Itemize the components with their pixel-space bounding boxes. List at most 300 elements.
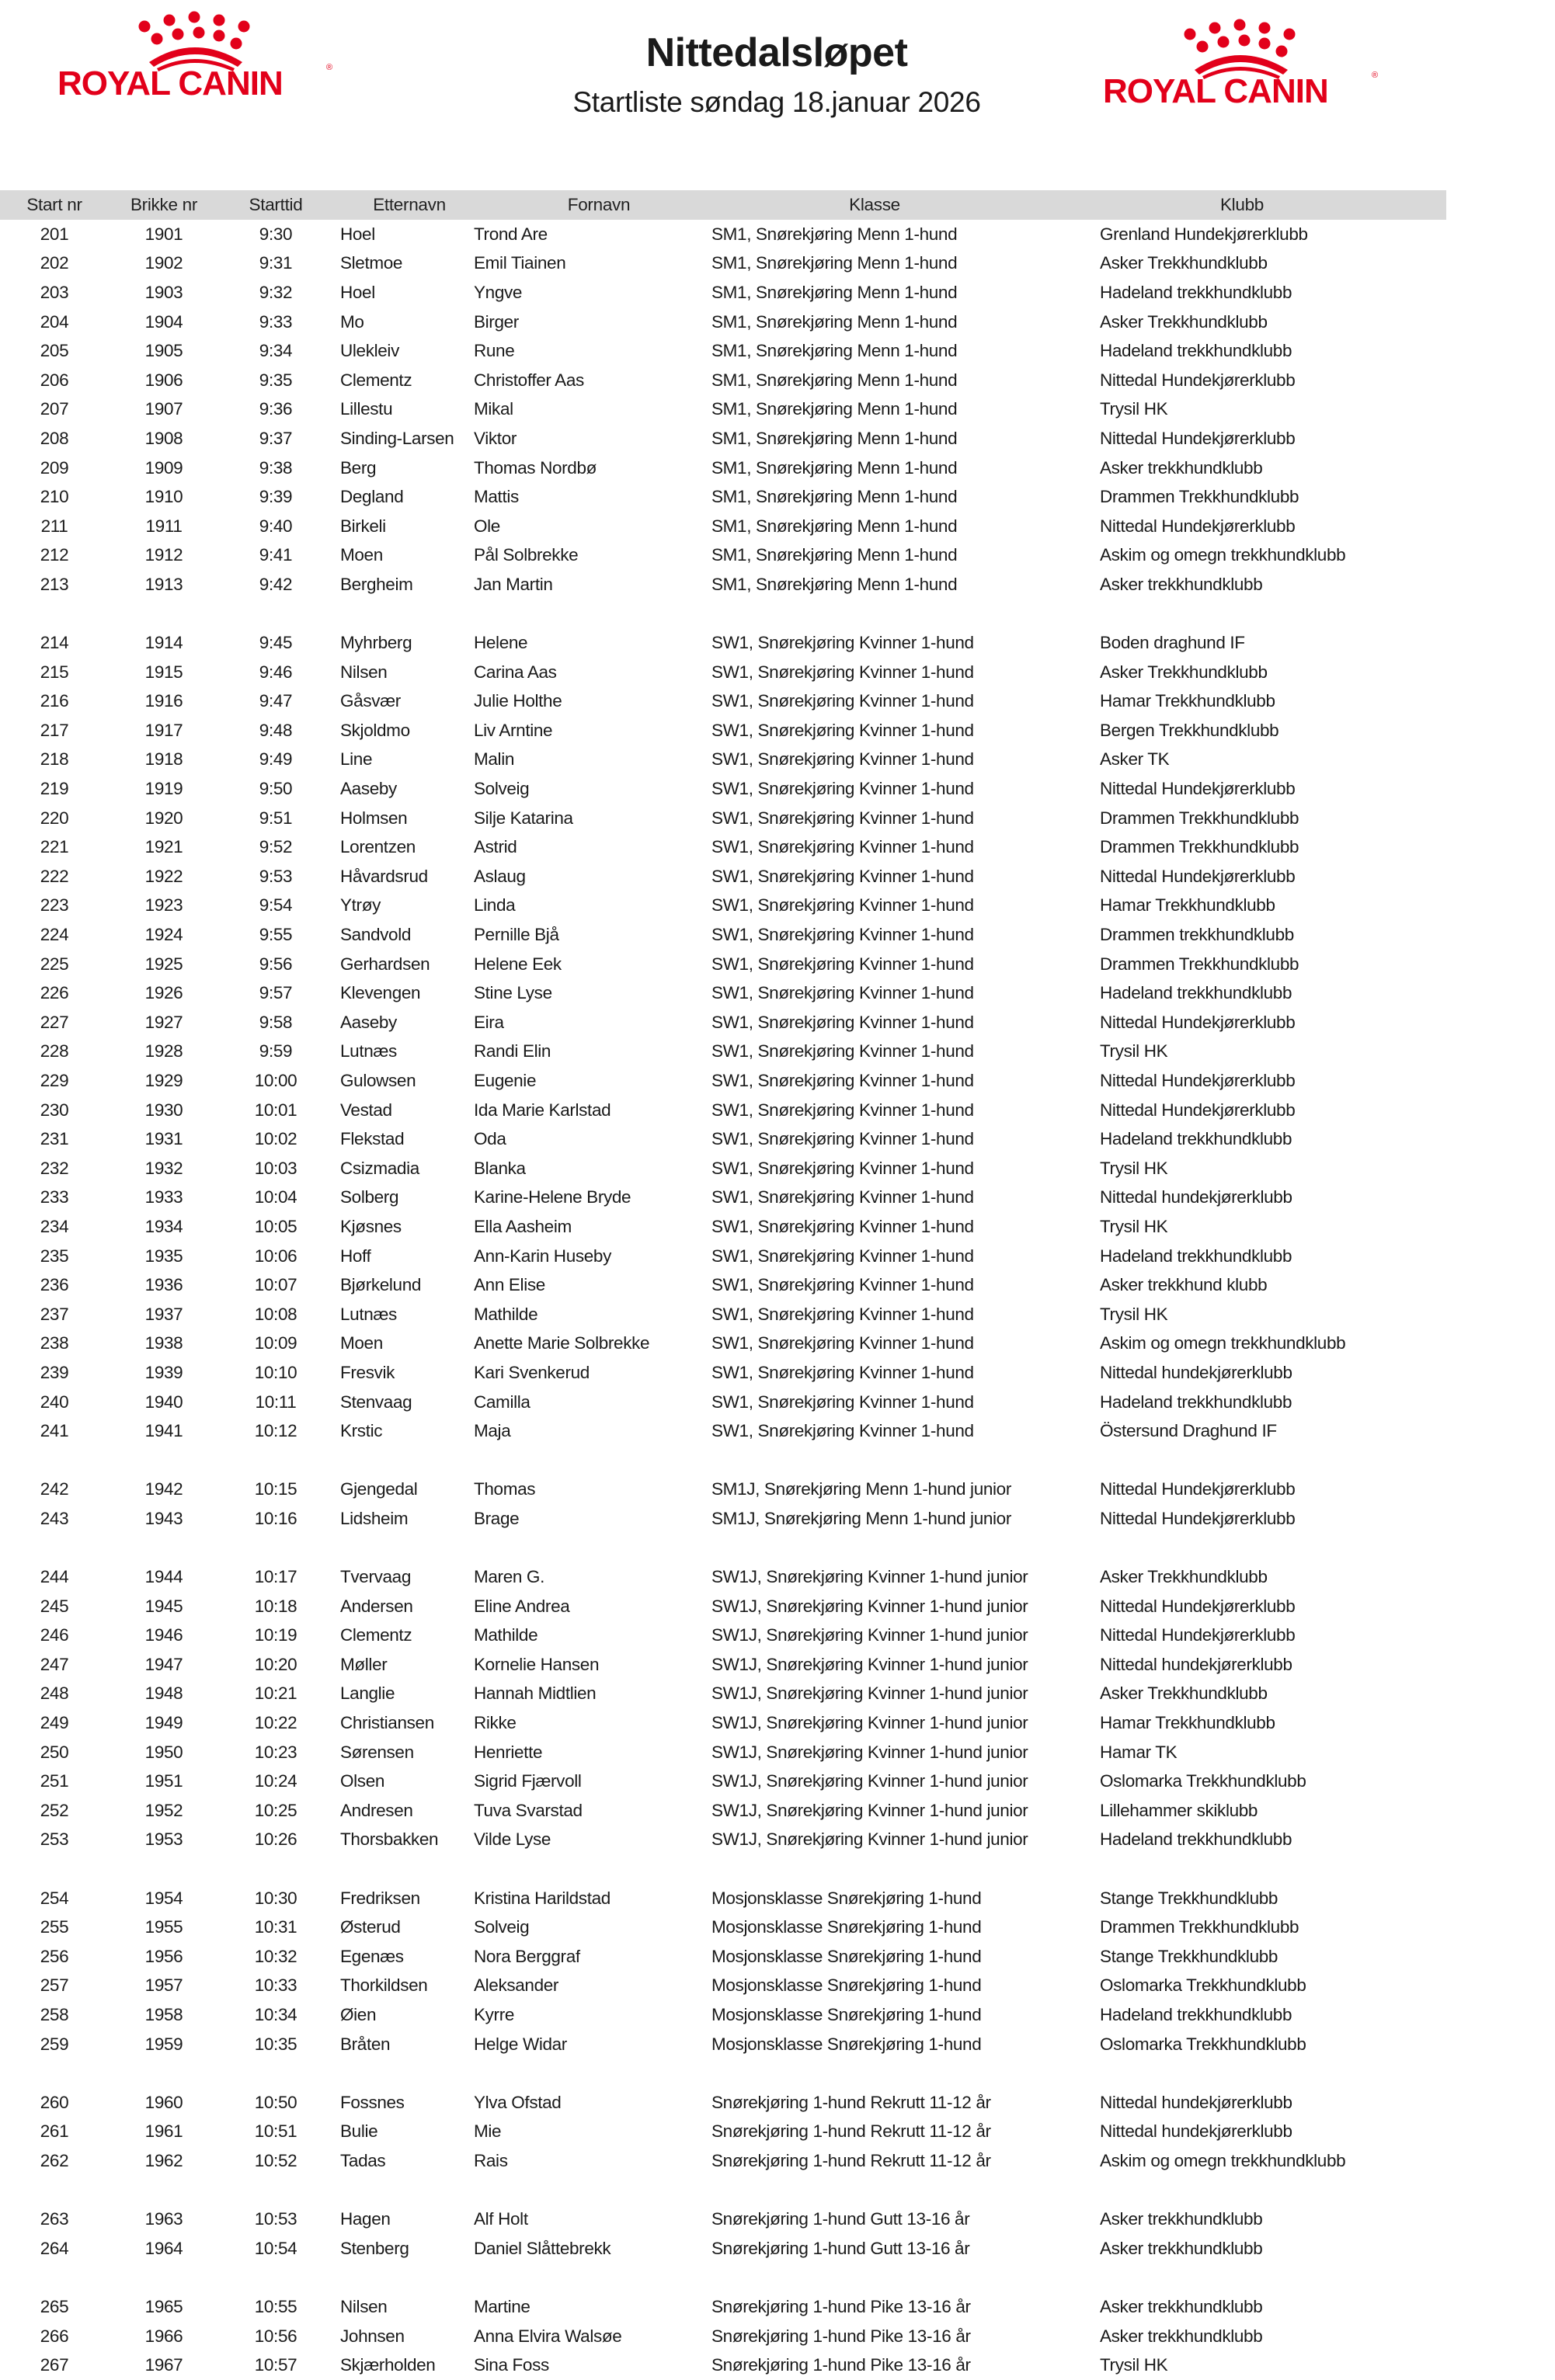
cell-starttid: 9:56 — [259, 954, 293, 974]
cell-brikke-nr: 1945 — [144, 1596, 183, 1616]
cell-etternavn: Lutnæs — [340, 1041, 397, 1061]
cell-brikke-nr: 1964 — [144, 2238, 183, 2258]
cell-klubb: Oslomarka Trekkhundklubb — [1100, 1771, 1306, 1791]
cell-etternavn: Olsen — [340, 1771, 385, 1791]
cell-starttid: 10:15 — [254, 1479, 297, 1499]
cell-start-nr: 213 — [40, 574, 69, 594]
cell-klasse: SW1, Snørekjøring Kvinner 1-hund — [711, 983, 974, 1003]
cell-brikke-nr: 1967 — [144, 2355, 183, 2375]
table-row — [0, 658, 1446, 687]
cell-starttid: 9:50 — [259, 779, 293, 799]
svg-text:ROYAL CANIN: ROYAL CANIN — [57, 64, 283, 96]
table-row — [0, 307, 1446, 337]
cell-starttid: 9:38 — [259, 457, 293, 478]
cell-klubb: Asker Trekkhundklubb — [1100, 1567, 1268, 1587]
cell-klubb: Hadeland trekkhundklubb — [1100, 1129, 1292, 1149]
cell-klasse: SW1, Snørekjøring Kvinner 1-hund — [711, 1041, 974, 1061]
cell-klasse: SW1J, Snørekjøring Kvinner 1-hund junior — [711, 1625, 1028, 1645]
cell-klasse: Snørekjøring 1-hund Gutt 13-16 år — [711, 2209, 970, 2229]
cell-starttid: 10:07 — [254, 1275, 297, 1295]
table-row — [0, 1329, 1446, 1359]
cell-fornavn: Anette Marie Solbrekke — [474, 1333, 650, 1353]
cell-fornavn: Martine — [474, 2296, 531, 2316]
cell-start-nr: 261 — [40, 2121, 69, 2142]
cell-klasse: SM1, Snørekjøring Menn 1-hund — [711, 545, 958, 565]
cell-klasse: SW1J, Snørekjøring Kvinner 1-hund junior — [711, 1713, 1028, 1733]
cell-start-nr: 216 — [40, 691, 69, 711]
cell-klubb: Asker Trekkhundklubb — [1100, 253, 1268, 273]
table-row — [0, 2205, 1446, 2234]
table-row — [0, 453, 1446, 483]
cell-starttid: 10:03 — [254, 1158, 297, 1178]
cell-etternavn: Clementz — [340, 370, 412, 390]
cell-klubb: Nittedal Hundekjørerklubb — [1100, 516, 1296, 536]
cell-klubb: Grenland Hundekjørerklubb — [1100, 224, 1308, 244]
cell-starttid: 10:33 — [254, 1975, 297, 1996]
table-row — [0, 2030, 1446, 2059]
table-row — [0, 570, 1446, 599]
table-row — [0, 2146, 1446, 2176]
cell-klasse: SW1, Snørekjøring Kvinner 1-hund — [711, 1275, 974, 1295]
cell-klubb: Nittedal Hundekjørerklubb — [1100, 1508, 1296, 1528]
cell-klubb: Nittedal Hundekjørerklubb — [1100, 428, 1296, 448]
cell-starttid: 10:35 — [254, 2034, 297, 2054]
cell-start-nr: 204 — [40, 311, 69, 332]
cell-starttid: 9:57 — [259, 983, 293, 1003]
cell-etternavn: Csizmadia — [340, 1158, 419, 1178]
cell-etternavn: Tadas — [340, 2150, 386, 2170]
cell-klasse: Mosjonsklasse Snørekjøring 1-hund — [711, 2034, 982, 2054]
cell-fornavn: Vilde Lyse — [474, 1829, 551, 1850]
cell-starttid: 10:04 — [254, 1187, 297, 1207]
cell-brikke-nr: 1908 — [144, 428, 183, 448]
cell-brikke-nr: 1926 — [144, 983, 183, 1003]
cell-starttid: 10:19 — [254, 1625, 297, 1645]
column-header-brikke-nr: Brikke nr — [130, 195, 198, 214]
table-row — [0, 1504, 1446, 1534]
table-row — [0, 950, 1446, 979]
cell-fornavn: Helge Widar — [474, 2034, 567, 2054]
group-separator — [0, 1534, 1446, 1563]
cell-etternavn: Degland — [340, 487, 404, 507]
column-header-fornavn: Fornavn — [567, 195, 631, 214]
page-title: Nittedalsløpet — [645, 30, 908, 75]
cell-klasse: SW1, Snørekjøring Kvinner 1-hund — [711, 1100, 974, 1120]
cell-klasse: SW1, Snørekjøring Kvinner 1-hund — [711, 895, 974, 916]
table-row — [0, 1650, 1446, 1680]
table-row — [0, 1037, 1446, 1067]
cell-start-nr: 207 — [40, 399, 69, 419]
cell-starttid: 10:22 — [254, 1713, 297, 1733]
cell-klubb: Asker Trekkhundklubb — [1100, 1683, 1268, 1704]
cell-etternavn: Bergheim — [340, 574, 413, 594]
cell-brikke-nr: 1956 — [144, 1946, 183, 1966]
cell-klasse: SW1, Snørekjøring Kvinner 1-hund — [711, 1216, 974, 1236]
cell-starttid: 9:47 — [259, 691, 293, 711]
cell-fornavn: Kornelie Hansen — [474, 1654, 600, 1674]
cell-etternavn: Fossnes — [340, 2092, 405, 2112]
cell-fornavn: Daniel Slåttebrekk — [474, 2238, 611, 2258]
cell-klubb: Nittedal Hundekjørerklubb — [1100, 370, 1296, 390]
cell-klasse: SW1, Snørekjøring Kvinner 1-hund — [711, 1392, 974, 1412]
cell-klasse: SW1J, Snørekjøring Kvinner 1-hund junior — [711, 1771, 1028, 1791]
cell-starttid: 10:24 — [254, 1771, 297, 1791]
cell-etternavn: Kjøsnes — [340, 1216, 402, 1236]
cell-klubb: Asker Trekkhundklubb — [1100, 311, 1268, 332]
cell-klubb: Nittedal Hundekjørerklubb — [1100, 866, 1296, 886]
cell-klubb: Nittedal hundekjørerklubb — [1100, 1187, 1292, 1207]
cell-brikke-nr: 1940 — [144, 1392, 183, 1412]
cell-klasse: SM1, Snørekjøring Menn 1-hund — [711, 253, 958, 273]
table-row — [0, 1416, 1446, 1446]
svg-text:®: ® — [1372, 71, 1379, 80]
table-row — [0, 1680, 1446, 1709]
cell-brikke-nr: 1935 — [144, 1246, 183, 1266]
cell-etternavn: Nilsen — [340, 662, 388, 682]
cell-starttid: 10:50 — [254, 2092, 297, 2112]
cell-fornavn: Rais — [474, 2150, 508, 2170]
cell-klubb: Asker trekkhundklubb — [1100, 574, 1263, 594]
cell-brikke-nr: 1944 — [144, 1567, 183, 1587]
cell-klasse: SM1, Snørekjøring Menn 1-hund — [711, 311, 958, 332]
cell-fornavn: Ylva Ofstad — [474, 2092, 562, 2112]
start-list-table — [0, 190, 1446, 2380]
cell-start-nr: 238 — [40, 1333, 69, 1353]
cell-klubb: Drammen Trekkhundklubb — [1100, 954, 1299, 974]
cell-klasse: SW1, Snørekjøring Kvinner 1-hund — [711, 1012, 974, 1032]
cell-brikke-nr: 1930 — [144, 1100, 183, 1120]
cell-etternavn: Mo — [340, 311, 364, 332]
cell-starttid: 10:10 — [254, 1362, 297, 1382]
table-row — [0, 1124, 1446, 1154]
cell-fornavn: Eira — [474, 1012, 504, 1032]
cell-fornavn: Pål Solbrekke — [474, 545, 579, 565]
cell-brikke-nr: 1937 — [144, 1304, 183, 1324]
cell-etternavn: Østerud — [340, 1917, 401, 1937]
cell-brikke-nr: 1966 — [144, 2326, 183, 2346]
cell-klubb: Nittedal hundekjørerklubb — [1100, 1362, 1292, 1382]
cell-klubb: Drammen trekkhundklubb — [1100, 925, 1294, 945]
cell-klasse: SW1, Snørekjøring Kvinner 1-hund — [711, 749, 974, 770]
cell-starttid: 9:30 — [259, 224, 293, 244]
cell-klasse: SW1, Snørekjøring Kvinner 1-hund — [711, 1187, 974, 1207]
cell-klasse: SW1J, Snørekjøring Kvinner 1-hund junior — [711, 1742, 1028, 1762]
cell-starttid: 10:56 — [254, 2326, 297, 2346]
cell-brikke-nr: 1904 — [144, 311, 183, 332]
cell-klasse: SW1J, Snørekjøring Kvinner 1-hund junior — [711, 1596, 1028, 1616]
cell-fornavn: Randi Elin — [474, 1041, 551, 1061]
cell-brikke-nr: 1901 — [144, 224, 183, 244]
cell-brikke-nr: 1917 — [144, 720, 183, 740]
cell-starttid: 10:57 — [254, 2355, 297, 2375]
cell-starttid: 9:46 — [259, 662, 293, 682]
cell-fornavn: Stine Lyse — [474, 983, 552, 1003]
cell-etternavn: Birkeli — [340, 516, 386, 536]
cell-starttid: 9:35 — [259, 370, 293, 390]
cell-start-nr: 259 — [40, 2034, 69, 2054]
cell-brikke-nr: 1913 — [144, 574, 183, 594]
cell-etternavn: Lorentzen — [340, 837, 416, 857]
cell-starttid: 10:32 — [254, 1946, 297, 1966]
cell-etternavn: Tvervaag — [340, 1567, 411, 1587]
cell-fornavn: Viktor — [474, 428, 517, 448]
column-header-klubb: Klubb — [1219, 195, 1265, 214]
cell-starttid: 9:49 — [259, 749, 293, 770]
cell-klubb: Drammen Trekkhundklubb — [1100, 1917, 1299, 1937]
cell-klasse: SW1, Snørekjøring Kvinner 1-hund — [711, 662, 974, 682]
cell-start-nr: 237 — [40, 1304, 69, 1324]
table-row — [0, 774, 1446, 804]
cell-fornavn: Pernille Bjå — [474, 925, 559, 945]
table-row — [0, 336, 1446, 366]
cell-fornavn: Oda — [474, 1129, 506, 1149]
cell-klasse: SW1, Snørekjøring Kvinner 1-hund — [711, 779, 974, 799]
cell-starttid: 9:45 — [259, 633, 293, 653]
cell-start-nr: 263 — [40, 2209, 69, 2229]
cell-brikke-nr: 1939 — [144, 1362, 183, 1382]
cell-etternavn: Flekstad — [340, 1129, 405, 1149]
cell-fornavn: Maren G. — [474, 1567, 544, 1587]
cell-start-nr: 267 — [40, 2355, 69, 2375]
cell-brikke-nr: 1938 — [144, 1333, 183, 1353]
cell-klubb: Nittedal hundekjørerklubb — [1100, 2092, 1292, 2112]
cell-klubb: Nittedal Hundekjørerklubb — [1100, 1479, 1296, 1499]
cell-start-nr: 266 — [40, 2326, 69, 2346]
cell-start-nr: 210 — [40, 487, 69, 507]
cell-start-nr: 220 — [40, 808, 69, 828]
cell-starttid: 9:51 — [259, 808, 293, 828]
cell-klubb: Bergen Trekkhundklubb — [1100, 720, 1279, 740]
cell-etternavn: Sinding-Larsen — [340, 428, 454, 448]
cell-start-nr: 260 — [40, 2092, 69, 2112]
cell-klubb: Hamar TK — [1100, 1742, 1178, 1762]
cell-klubb: Askim og omegn trekkhundklubb — [1100, 2150, 1346, 2170]
cell-brikke-nr: 1910 — [144, 487, 183, 507]
cell-brikke-nr: 1936 — [144, 1275, 183, 1295]
cell-start-nr: 227 — [40, 1012, 69, 1032]
royal-canin-logo-right — [1103, 19, 1414, 104]
cell-klubb: Trysil HK — [1100, 1158, 1168, 1178]
cell-etternavn: Fresvik — [340, 1362, 395, 1382]
cell-klubb: Askim og omegn trekkhundklubb — [1100, 545, 1346, 565]
cell-starttid: 10:51 — [254, 2121, 297, 2142]
cell-klubb: Nittedal Hundekjørerklubb — [1100, 1012, 1296, 1032]
cell-start-nr: 262 — [40, 2150, 69, 2170]
table-row — [0, 862, 1446, 891]
cell-klasse: SW1, Snørekjøring Kvinner 1-hund — [711, 691, 974, 711]
cell-klubb: Hadeland trekkhundklubb — [1100, 341, 1292, 361]
table-row — [0, 1708, 1446, 1738]
cell-etternavn: Clementz — [340, 1625, 412, 1645]
cell-klubb: Asker trekkhundklubb — [1100, 2209, 1263, 2229]
cell-fornavn: Helene — [474, 633, 528, 653]
cell-fornavn: Tuva Svarstad — [474, 1800, 583, 1820]
cell-klasse: Snørekjøring 1-hund Pike 13-16 år — [711, 2326, 971, 2346]
table-row — [0, 1972, 1446, 2001]
cell-etternavn: Egenæs — [340, 1946, 404, 1966]
cell-starttid: 10:20 — [254, 1654, 297, 1674]
cell-klasse: Snørekjøring 1-hund Pike 13-16 år — [711, 2296, 971, 2316]
cell-fornavn: Yngve — [474, 282, 523, 302]
cell-fornavn: Karine-Helene Bryde — [474, 1187, 631, 1207]
table-row — [0, 716, 1446, 745]
cell-starttid: 9:40 — [259, 516, 293, 536]
cell-etternavn: Møller — [340, 1654, 388, 1674]
cell-starttid: 10:00 — [254, 1071, 297, 1091]
cell-fornavn: Hannah Midtlien — [474, 1683, 597, 1704]
cell-starttid: 10:16 — [254, 1508, 297, 1528]
cell-brikke-nr: 1952 — [144, 1800, 183, 1820]
cell-brikke-nr: 1923 — [144, 895, 183, 916]
cell-klasse: SW1, Snørekjøring Kvinner 1-hund — [711, 1158, 974, 1178]
cell-brikke-nr: 1942 — [144, 1479, 183, 1499]
cell-start-nr: 215 — [40, 662, 69, 682]
cell-klasse: SW1J, Snørekjøring Kvinner 1-hund junior — [711, 1567, 1028, 1587]
cell-starttid: 10:05 — [254, 1216, 297, 1236]
cell-klubb: Askim og omegn trekkhundklubb — [1100, 1333, 1346, 1353]
cell-start-nr: 226 — [40, 983, 69, 1003]
cell-etternavn: Thorkildsen — [340, 1975, 428, 1996]
cell-klubb: Hadeland trekkhundklubb — [1100, 1392, 1292, 1412]
cell-brikke-nr: 1928 — [144, 1041, 183, 1061]
cell-fornavn: Eline Andrea — [474, 1596, 570, 1616]
table-row — [0, 2118, 1446, 2147]
cell-fornavn: Camilla — [474, 1392, 531, 1412]
cell-klasse: SW1J, Snørekjøring Kvinner 1-hund junior — [711, 1829, 1028, 1850]
table-row — [0, 2350, 1446, 2380]
cell-fornavn: Nora Berggraf — [474, 1946, 580, 1966]
cell-brikke-nr: 1955 — [144, 1917, 183, 1937]
table-row — [0, 978, 1446, 1008]
cell-starttid: 9:58 — [259, 1012, 293, 1032]
cell-starttid: 10:18 — [254, 1596, 297, 1616]
table-row — [0, 1270, 1446, 1300]
cell-brikke-nr: 1960 — [144, 2092, 183, 2112]
cell-klubb: Nittedal Hundekjørerklubb — [1100, 1596, 1296, 1616]
cell-starttid: 10:23 — [254, 1742, 297, 1762]
cell-etternavn: Andresen — [340, 1800, 413, 1820]
cell-start-nr: 219 — [40, 779, 69, 799]
cell-etternavn: Bråten — [340, 2034, 391, 2054]
cell-etternavn: Sørensen — [340, 1742, 414, 1762]
cell-start-nr: 229 — [40, 1071, 69, 1091]
cell-fornavn: Mattis — [474, 487, 519, 507]
group-separator — [0, 2264, 1446, 2293]
cell-brikke-nr: 1902 — [144, 253, 183, 273]
cell-etternavn: Johnsen — [340, 2326, 405, 2346]
column-header-etternavn: Etternavn — [373, 195, 446, 214]
cell-etternavn: Aaseby — [340, 1012, 397, 1032]
cell-etternavn: Andersen — [340, 1596, 413, 1616]
cell-start-nr: 234 — [40, 1216, 69, 1236]
cell-starttid: 9:32 — [259, 282, 293, 302]
cell-etternavn: Myhrberg — [340, 633, 412, 653]
cell-klasse: Mosjonsklasse Snørekjøring 1-hund — [711, 1917, 982, 1937]
cell-etternavn: Skjærholden — [340, 2355, 436, 2375]
table-row — [0, 1592, 1446, 1621]
cell-etternavn: Gjengedal — [340, 1479, 418, 1499]
cell-start-nr: 247 — [40, 1654, 69, 1674]
cell-klasse: SM1, Snørekjøring Menn 1-hund — [711, 341, 958, 361]
cell-fornavn: Ann-Karin Huseby — [474, 1246, 611, 1266]
cell-etternavn: Moen — [340, 1333, 383, 1353]
table-row — [0, 541, 1446, 571]
cell-klubb: Hamar Trekkhundklubb — [1100, 895, 1275, 916]
table-row — [0, 1096, 1446, 1125]
cell-start-nr: 254 — [40, 1888, 69, 1908]
table-row — [0, 1388, 1446, 1417]
cell-fornavn: Mikal — [474, 399, 513, 419]
table-row — [0, 1562, 1446, 1592]
cell-brikke-nr: 1924 — [144, 925, 183, 945]
cell-start-nr: 232 — [40, 1158, 69, 1178]
cell-klubb: Nittedal Hundekjørerklubb — [1100, 1625, 1296, 1645]
cell-start-nr: 228 — [40, 1041, 69, 1061]
cell-start-nr: 231 — [40, 1129, 69, 1149]
cell-klasse: SM1, Snørekjøring Menn 1-hund — [711, 487, 958, 507]
cell-start-nr: 243 — [40, 1508, 69, 1528]
cell-klasse: SM1, Snørekjøring Menn 1-hund — [711, 516, 958, 536]
cell-klubb: Hadeland trekkhundklubb — [1100, 1246, 1292, 1266]
cell-fornavn: Sina Foss — [474, 2355, 549, 2375]
table-row — [0, 1183, 1446, 1213]
cell-etternavn: Ulekleiv — [340, 341, 399, 361]
cell-starttid: 10:02 — [254, 1129, 297, 1149]
cell-fornavn: Aleksander — [474, 1975, 559, 1996]
cell-start-nr: 240 — [40, 1392, 69, 1412]
table-row — [0, 1796, 1446, 1826]
cell-start-nr: 264 — [40, 2238, 69, 2258]
cell-starttid: 9:59 — [259, 1041, 293, 1061]
cell-starttid: 9:39 — [259, 487, 293, 507]
cell-brikke-nr: 1959 — [144, 2034, 183, 2054]
cell-start-nr: 212 — [40, 545, 69, 565]
table-body — [0, 220, 1446, 2380]
cell-start-nr: 206 — [40, 370, 69, 390]
cell-start-nr: 258 — [40, 2005, 69, 2025]
cell-starttid: 10:09 — [254, 1333, 297, 1353]
table-row — [0, 1154, 1446, 1183]
cell-starttid: 10:01 — [254, 1100, 297, 1120]
cell-klubb: Trysil HK — [1100, 1304, 1168, 1324]
cell-fornavn: Mie — [474, 2121, 502, 2142]
table-row — [0, 395, 1446, 425]
cell-klasse: Snørekjøring 1-hund Rekrutt 11-12 år — [711, 2121, 991, 2142]
table-row — [0, 804, 1446, 833]
cell-klubb: Boden draghund IF — [1100, 633, 1245, 653]
table-row — [0, 2292, 1446, 2322]
cell-starttid: 9:36 — [259, 399, 293, 419]
cell-fornavn: Trond Are — [474, 224, 548, 244]
cell-starttid: 10:26 — [254, 1829, 297, 1850]
cell-klasse: SW1J, Snørekjøring Kvinner 1-hund junior — [711, 1800, 1028, 1820]
column-header-starttid: Starttid — [249, 195, 303, 214]
cell-klasse: SW1, Snørekjøring Kvinner 1-hund — [711, 720, 974, 740]
cell-brikke-nr: 1941 — [144, 1421, 183, 1441]
cell-klubb: Hadeland trekkhundklubb — [1100, 983, 1292, 1003]
cell-starttid: 9:42 — [259, 574, 293, 594]
cell-brikke-nr: 1951 — [144, 1771, 183, 1791]
cell-brikke-nr: 1915 — [144, 662, 183, 682]
table-row — [0, 482, 1446, 512]
table-row — [0, 745, 1446, 775]
cell-klasse: Mosjonsklasse Snørekjøring 1-hund — [711, 2005, 982, 2025]
table-row — [0, 2088, 1446, 2118]
cell-etternavn: Line — [340, 749, 373, 770]
table-row — [0, 366, 1446, 395]
cell-fornavn: Aslaug — [474, 866, 526, 886]
cell-start-nr: 230 — [40, 1100, 69, 1120]
